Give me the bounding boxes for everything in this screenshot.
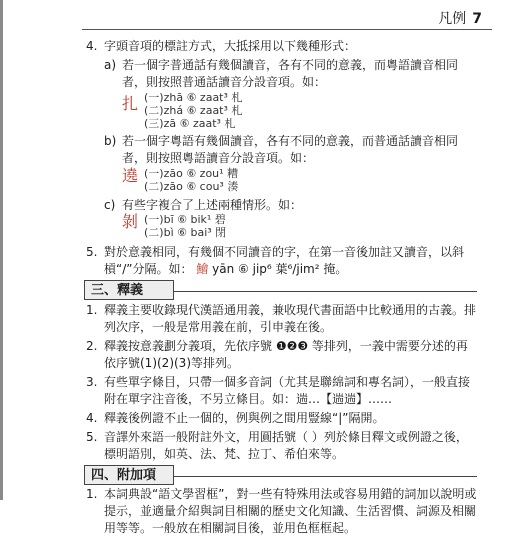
- s3-item-3: [86, 374, 478, 408]
- reading: (一)zhā ⑥ zaat³ 札: [144, 91, 243, 104]
- sub-label: b): [104, 134, 117, 148]
- headword: 剝: [122, 212, 139, 231]
- reading: (二)zhá ⑥ zaat³ 札: [144, 104, 243, 117]
- example-a: [122, 92, 322, 132]
- reading: yān ⑥ jip⁶ 葉⁶/jim² 掩。: [212, 262, 348, 276]
- item-number: 1.: [86, 487, 98, 501]
- sub-b: [104, 133, 478, 167]
- item-text: 釋義主要收錄現代漢語通用義，兼收現代書面語中比較通用的古義。排列次序，一般是常用義在前，引申義在後。: [104, 303, 477, 334]
- section-title: 三、釋義: [91, 283, 144, 298]
- sub-label: a): [104, 58, 117, 72]
- item-text: 本詞典設“語文學習框”，對一些有特殊用法或容易用錯的詞加以說明或提示，並適量介紹與詞目相關的歷史文化知識、生活習慣、詞源及相關用等等。一般放在相關詞目後，並用色框框起。: [104, 487, 477, 535]
- reading: (一)bī ⑥ bik¹ 碧: [144, 213, 226, 226]
- item-text: [104, 244, 478, 278]
- section-rule: [173, 476, 477, 477]
- sub-label: c): [104, 198, 116, 212]
- item-number: 5.: [86, 430, 98, 444]
- item-number: 2.: [86, 339, 98, 353]
- reading: (二)bì ⑥ bai³ 閉: [144, 226, 227, 239]
- reading: (二)zāo ⑥ cou³ 湊: [144, 180, 239, 193]
- header-title: 凡例: [438, 11, 467, 27]
- header-rule: [82, 29, 492, 30]
- item-text: 音譯外來語一般附註外文，用圓括號（ ）列於條目釋文或例證之後，標明語別，如英、法、梵、拉丁、希伯來等。: [104, 430, 468, 461]
- page-edge: [0, 0, 3, 500]
- section-title: 四、附加項: [91, 468, 157, 483]
- sub-text: 若一個字粵語有幾個讀音，各有不同的意義，而普通話讀音相同者，則按照粵語讀音分設音項。如：: [122, 134, 459, 165]
- item-number: 1.: [86, 303, 98, 317]
- headword: 扎: [122, 94, 139, 113]
- s3-item-5: [86, 429, 478, 463]
- page-header: [438, 8, 482, 28]
- s4-item-1: [86, 486, 478, 535]
- section-rule: [173, 291, 477, 292]
- item-text: 有些單字條目，只帶一個多音詞（尤其是聯綿詞和專名詞），一般直接附在單字注音後，不另立條目。如：遄…【遄遄】……: [104, 375, 471, 406]
- s3-item-2: [86, 338, 478, 372]
- sub-text: 有些字複合了上述兩種情形。如：: [122, 198, 303, 212]
- sub-text: 若一個字普通話有幾個讀音，各有不同的意義，而粵語讀音相同者，則按照普通話讀音分設音項。如：: [122, 58, 459, 89]
- example-b: [122, 168, 322, 196]
- item-text: 字頭音項的標註方式，大抵採用以下幾種形式：: [104, 39, 357, 53]
- s3-item-1: [86, 302, 478, 336]
- page-number: 7: [472, 11, 482, 27]
- s3-item-4: [86, 410, 478, 427]
- item-text: 釋義後例證不止一個的，例與例之間用豎線“|”隔開。: [104, 411, 385, 425]
- item-number: 5.: [86, 245, 98, 259]
- item-text: 釋義按意義劃分義項，先依序號 ❶❷❸ 等排列，一義中需要分述的再依序號(1)(2)(3)等排列。: [104, 339, 468, 370]
- section-4-heading: [84, 465, 174, 485]
- sub-a: [104, 57, 478, 91]
- headword: 鱠: [196, 262, 209, 276]
- example-c: [122, 214, 322, 242]
- item-number: 4.: [86, 411, 98, 425]
- item-number: 4.: [86, 39, 98, 53]
- item-5-text: 對於意義相同，有幾個不同讀音的字，在第一音後加註又讀音，以斜槓“/”分隔。如：: [104, 245, 465, 276]
- sub-c: [104, 197, 478, 214]
- item-number: 3.: [86, 375, 98, 389]
- section-3-heading: [84, 280, 174, 300]
- reading: (一)zāo ⑥ zou¹ 糟: [144, 167, 239, 180]
- reading: (三)zā ⑥ zaat³ 札: [144, 117, 236, 130]
- headword: 遶: [122, 166, 139, 185]
- item-5: [86, 244, 478, 278]
- item-4: [86, 38, 478, 55]
